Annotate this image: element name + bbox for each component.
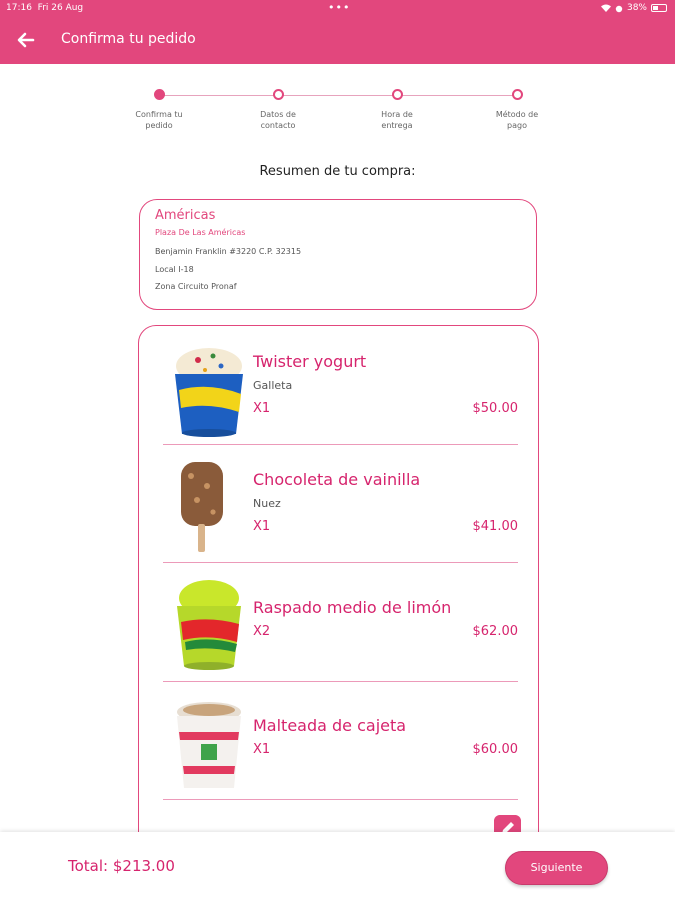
alarm-icon [615,4,623,13]
item-divider [163,681,518,682]
item-price: $60.00 [472,742,518,757]
item-name: Malteada de cajeta [253,716,407,735]
stepper-line [159,95,517,96]
address-line: Zona Circuito Pronaf [155,282,237,291]
arrow-left-icon[interactable] [14,28,38,52]
status-time: 17:16 Fri 26 Aug [6,3,84,13]
step-contact-data[interactable] [248,88,308,131]
item-price: $50.00 [472,401,518,416]
step-dot [392,89,403,100]
step-payment-method[interactable] [487,88,547,131]
checkout-stepper [130,88,550,148]
item-divider [163,562,518,563]
raspado-limon-image [163,578,253,678]
step-label: Confirma tu pedido [135,110,183,130]
item-price: $41.00 [472,519,518,534]
app-bar [0,18,675,64]
order-items-card [138,325,539,865]
status-icons [601,3,667,13]
step-delivery-time[interactable] [367,88,427,131]
item-quantity: X1 [253,742,271,757]
address-line: Benjamin Franklin #3220 C.P. 32315 [155,247,302,256]
step-label: Datos de contacto [260,110,296,130]
step-dot [512,89,523,100]
store-address [155,243,521,296]
malteada-cajeta-image [163,696,253,796]
store-card [139,199,537,310]
address-line: Local I-18 [155,264,194,274]
store-name: Américas [155,208,216,223]
twister-yogurt-image [163,342,253,442]
summary-title: Resumen de tu compra: [259,164,416,179]
bottom-bar [0,832,675,900]
order-total: Total: $213.00 [68,857,175,875]
chocoleta-image [163,460,253,560]
wifi-icon [601,4,611,12]
item-name: Raspado medio de limón [253,598,452,617]
store-subtitle: Plaza De Las Américas [155,228,246,237]
step-dot [273,89,284,100]
item-variant: Nuez [253,497,281,510]
multitask-dots-icon[interactable]: ••• [328,1,351,14]
step-confirm-order[interactable] [129,88,189,131]
page-title: Confirma tu pedido [61,31,196,47]
item-name: Chocoleta de vainilla [253,470,421,489]
battery-icon [651,4,667,12]
next-button[interactable]: Siguiente [505,851,608,885]
step-label: Hora de entrega [381,110,413,130]
item-divider [163,444,518,445]
battery-percent: 38% [626,3,647,13]
step-dot [154,89,165,100]
status-bar [0,0,675,18]
item-name: Twister yogurt [253,352,367,371]
item-divider [163,799,518,800]
item-price: $62.00 [472,624,518,639]
item-quantity: X1 [253,519,271,534]
step-label: Método de pago [495,110,539,130]
item-variant: Galleta [253,379,293,392]
item-quantity: X2 [253,624,271,639]
item-quantity: X1 [253,401,271,416]
